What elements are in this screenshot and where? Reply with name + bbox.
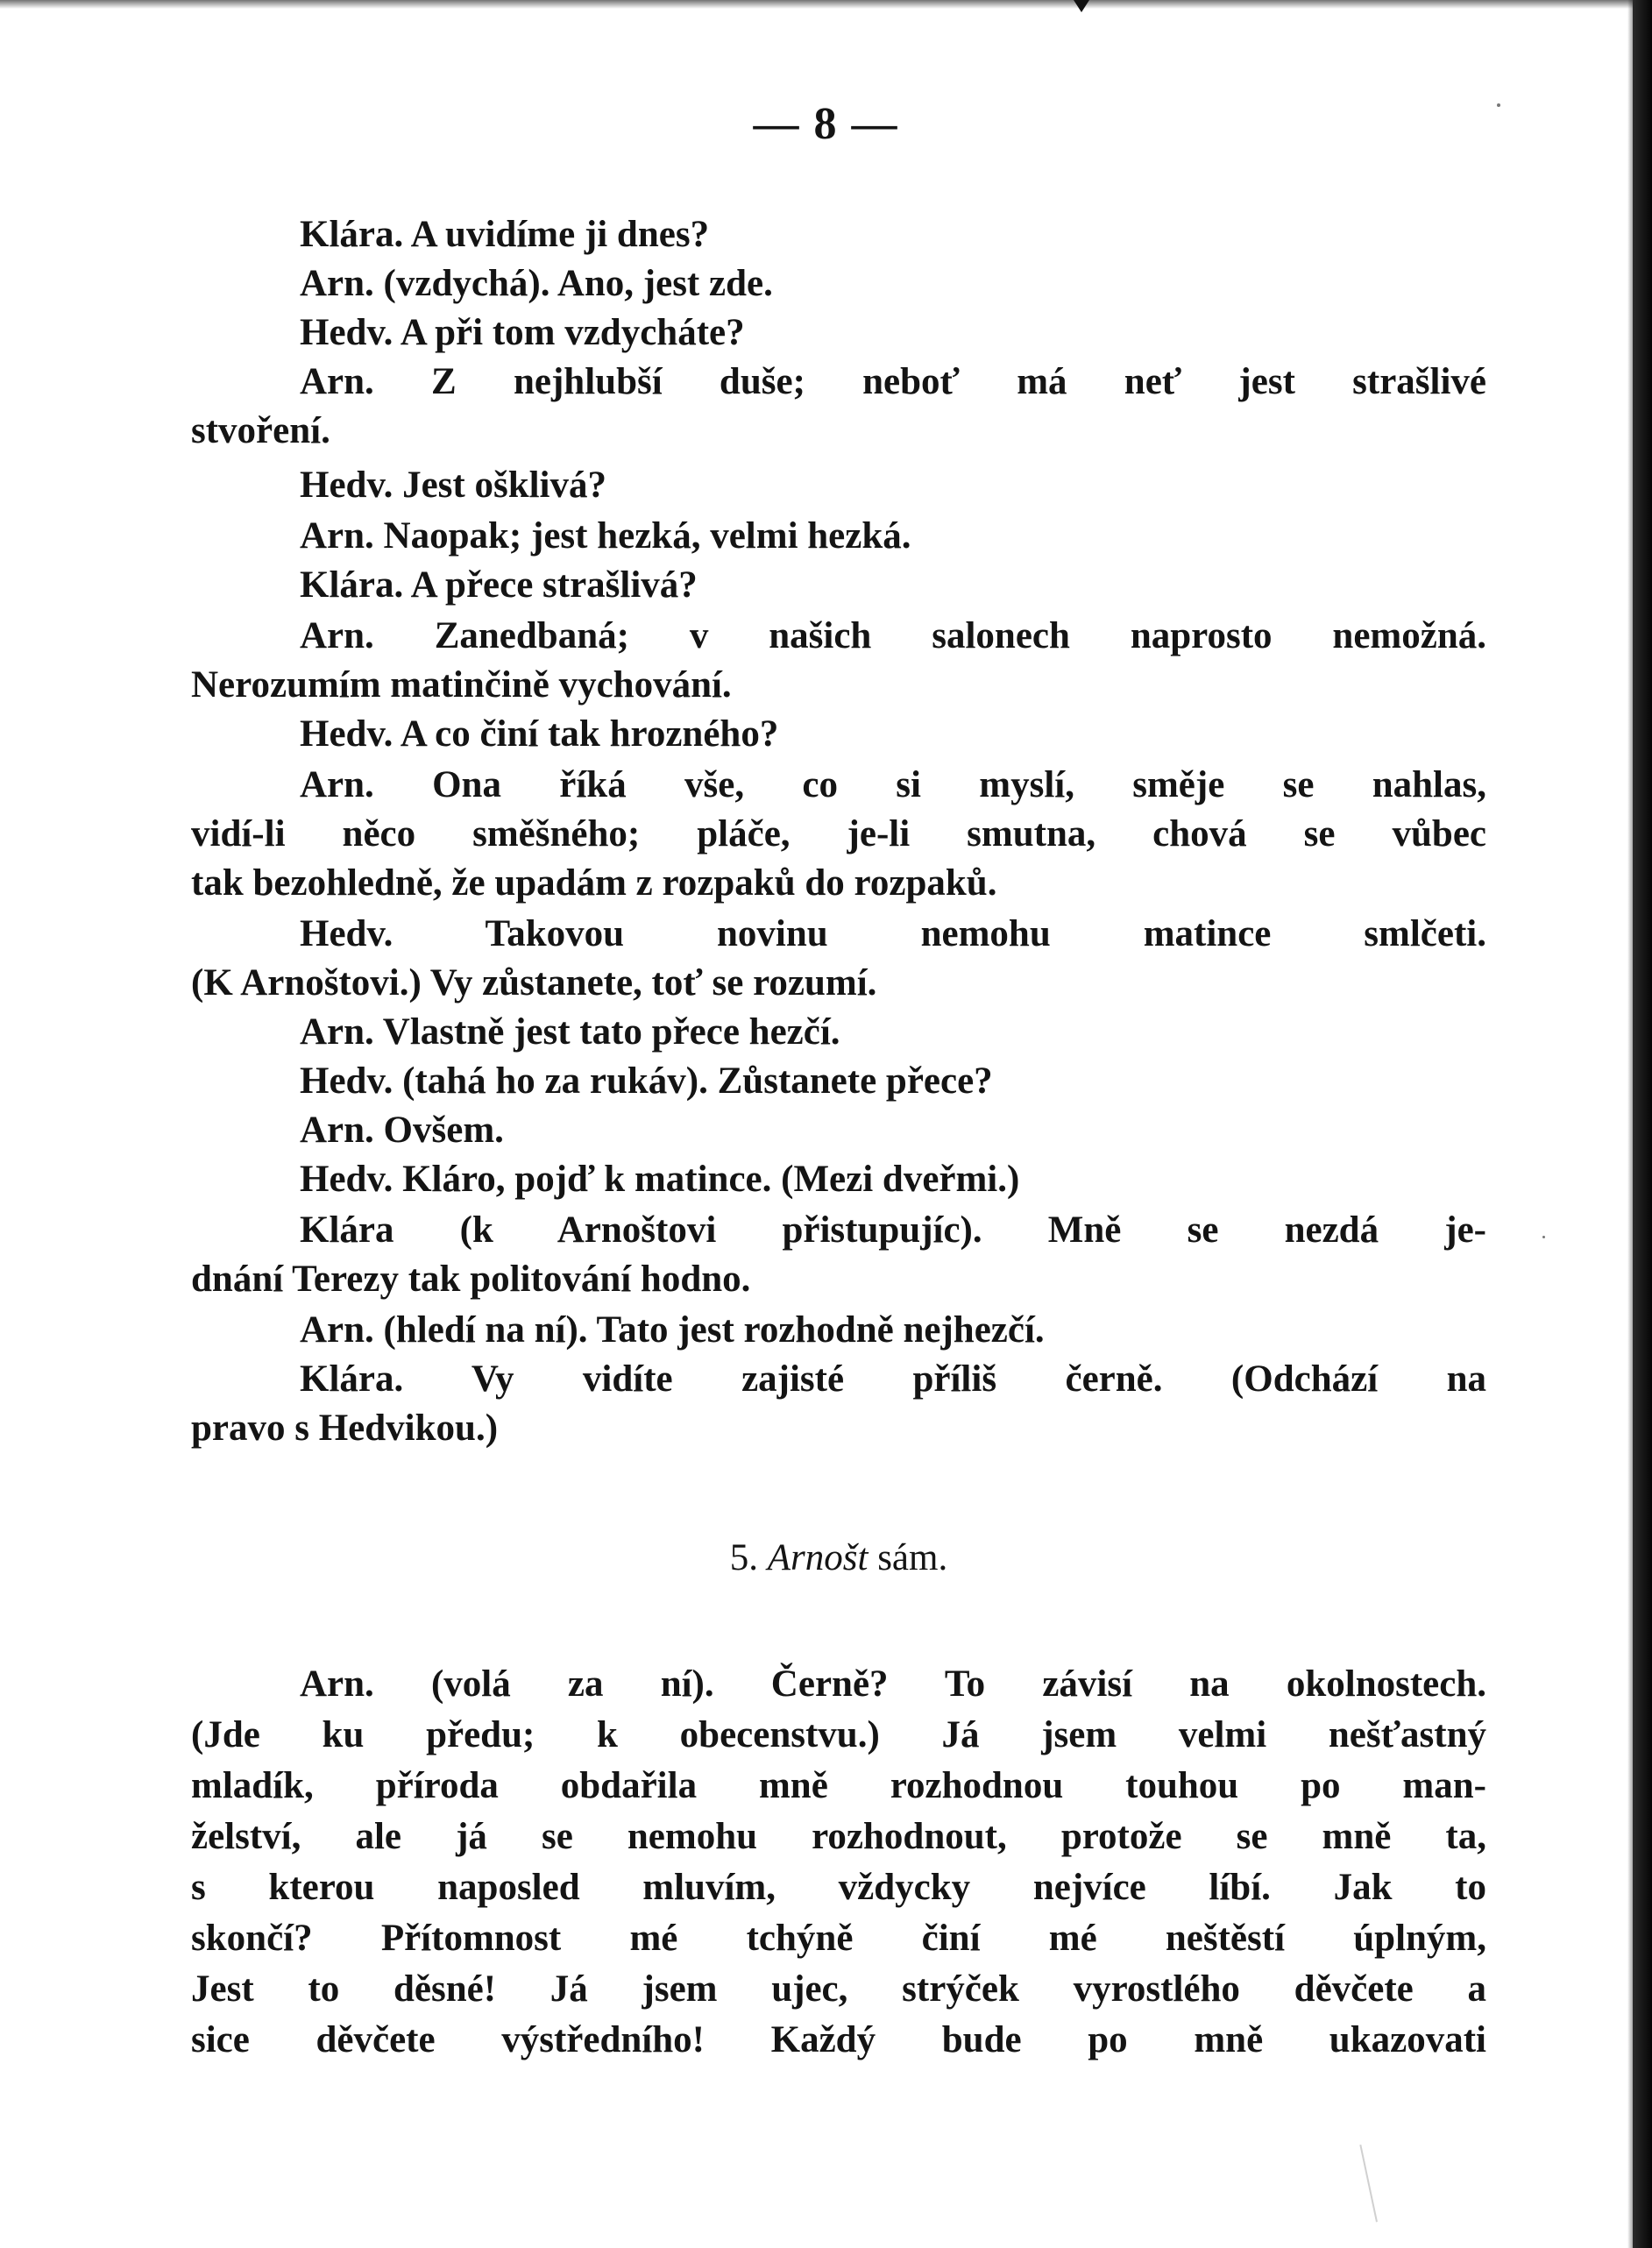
text-line: pravo s Hedvikou.) [191,1408,499,1449]
text-line: Arn. Naopak; jest hezká, velmi hezká. [300,515,911,557]
text-line: vidí-li něco směšného; pláče, je-li smutna, chová se vůbec [191,813,1486,855]
text-line: Klára. A uvidíme ji dnes? [300,214,710,255]
text-line: Hedv. A při tom vzdycháte? [300,312,745,353]
text-line: Arn. (volá za ní). Černě? To závisí na okolnostech. [300,1663,1486,1705]
text-line: Arn. Ona říká vše, co si myslí, směje se nahlas, [300,764,1486,805]
text-line: dnání Terezy tak politování hodno. [191,1259,751,1300]
text-line: želství, ale já se nemohu rozhodnout, protože se mně ta, [191,1816,1486,1857]
scene-character: Arnošt [767,1537,869,1578]
page-number: — 8 — [753,99,899,149]
text-line: Klára. Vy vidíte zajisté příliš černě. (Odchází na [300,1358,1486,1400]
text-line: s kterou naposled mluvím, vždycky nejvíce líbí. Jak to [191,1867,1486,1908]
text-line: Arn. Vlastně jest tato přece hezčí. [300,1011,840,1053]
text-line: stvoření. [191,410,330,451]
text-line: Arn. Z nejhlubší duše; neboť má neť jest strašlivé [300,361,1486,402]
text-line: Jest to děsné! Já jsem ujec, strýček vyrostlého děvčete a [191,1968,1486,2010]
scene-heading [191,1534,1486,1583]
text-line: (Jde ku předu; k obecenstvu.) Já jsem velmi nešťastný [191,1714,1486,1755]
scene-number: 5. [729,1537,759,1578]
scene-note: sám. [877,1537,948,1578]
text-line: Klára. A přece strašlivá? [300,564,698,606]
text-line: Hedv. Takovou novinu nemohu matince smlčeti. [300,913,1486,954]
text-line: (K Arnoštovi.) Vy zůstanete, toť se rozumí. [191,962,877,1003]
text-line: Hedv. (tahá ho za rukáv). Zůstanete přece? [300,1060,993,1102]
text-line: mladík, příroda obdařila mně rozhodnou touhou po man- [191,1765,1486,1806]
text-line: Klára (k Arnoštovi přistupujíc). Mně se nezdá je- [300,1209,1486,1251]
page-top-shadow [0,0,1633,9]
text-line: Arn. (hledí na ní). Tato jest rozhodně nejhezčí. [300,1309,1045,1351]
text-line: skončí? Přítomnost mé tchýně činí mé neštěstí úplným, [191,1918,1486,1959]
text-line: Hedv. Jest ošklivá? [300,464,607,506]
pencil-mark [1359,2134,1429,2223]
text-line: sice děvčete výstředního! Každý bude po mně ukazovati [191,2019,1486,2060]
text-line: tak bezohledně, že upadám z rozpaků do rozpaků. [191,862,997,904]
text-line: Hedv. A co činí tak hrozného? [300,713,779,755]
text-line: Arn. (vzdychá). Ano, jest zde. [300,263,773,304]
paper-speck [1542,1236,1545,1238]
text-line: Arn. Zanedbaná; v našich salonech naprosto nemožná. [300,615,1486,656]
text-line: Nerozumím matinčině vychování. [191,664,732,706]
text-line: Arn. Ovšem. [300,1110,504,1151]
text-line: Hedv. Kláro, pojď k matince. (Mezi dveřmi.) [300,1159,1020,1200]
page-right-edge [1633,0,1652,2248]
